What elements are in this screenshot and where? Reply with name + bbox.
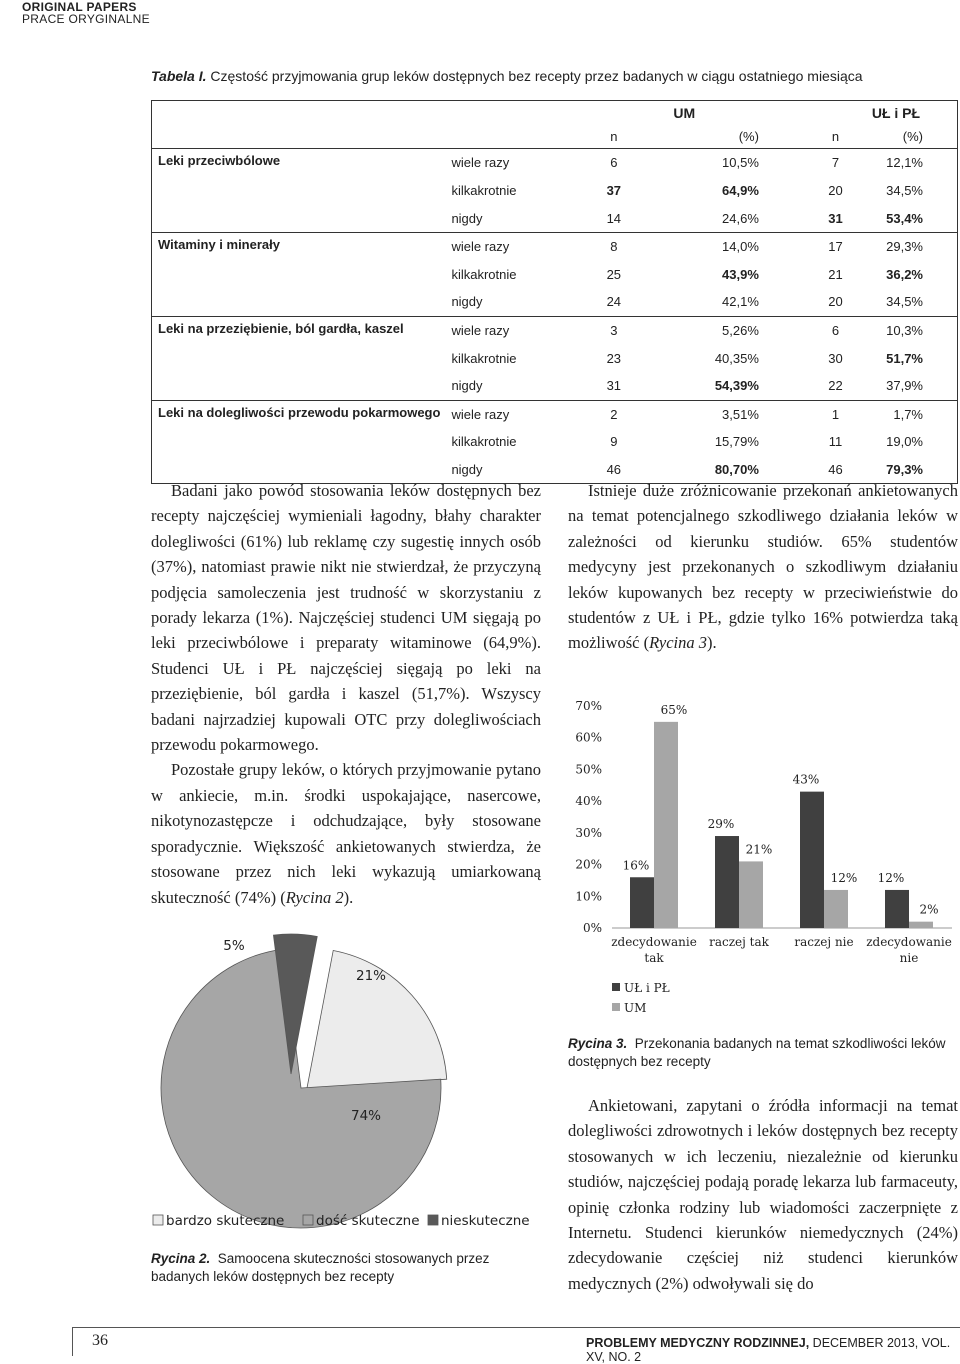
count-cell-ul: 31	[828, 210, 843, 226]
y-tick-label: 60%	[575, 730, 602, 745]
count-cell-um: 2	[564, 400, 664, 428]
table-caption	[151, 68, 863, 84]
group-name	[152, 204, 441, 232]
percent-cell-um: 14,0%	[664, 232, 785, 260]
header-um: UM	[673, 104, 696, 121]
frequency-cell: kilkakrotnie	[451, 434, 517, 450]
table-row	[152, 149, 958, 177]
percent-cell-um: 80,70%	[714, 462, 759, 478]
pie-chart	[151, 925, 551, 1250]
percent-cell-ul: 34,5%	[886, 183, 923, 199]
pie-slice-label: 5%	[223, 938, 245, 954]
bar-value-label: 12%	[877, 870, 905, 885]
frequency-cell: nigdy	[451, 378, 483, 394]
text-column-right	[568, 478, 958, 656]
percent-cell-um: 3,51%	[664, 400, 785, 428]
table-row	[152, 316, 958, 344]
bar	[715, 836, 739, 928]
percent-cell-ul: 10,3%	[886, 316, 957, 344]
count-cell-ul: 46	[828, 462, 843, 478]
frequency-cell: kilkakrotnie	[451, 266, 517, 282]
bar-value-label: 2%	[919, 902, 939, 917]
count-cell-ul: 30	[828, 350, 843, 366]
table-row	[152, 177, 958, 205]
group-name	[152, 428, 441, 456]
bar-value-label: 65%	[660, 702, 688, 717]
y-tick-label: 50%	[575, 762, 602, 777]
percent-cell-um: 40,35%	[714, 350, 759, 366]
frequency-cell: wiele razy	[440, 149, 563, 177]
percent-cell-ul: 1,7%	[886, 400, 957, 428]
y-tick-label: 70%	[575, 699, 602, 713]
table-row	[152, 204, 958, 232]
legend-label: bardzo skuteczne	[166, 1213, 285, 1229]
percent-cell-um: 5,26%	[664, 316, 785, 344]
legend-swatch	[428, 1215, 438, 1225]
header-ul-pl: UŁ i PŁ	[871, 104, 921, 121]
count-cell-ul: 17	[785, 232, 886, 260]
footer-divider	[72, 1327, 960, 1328]
frequency-cell: wiele razy	[440, 400, 563, 428]
percent-cell-um: 43,9%	[722, 266, 759, 282]
percent-cell-um: 42,1%	[722, 294, 759, 310]
bar-value-label: 21%	[745, 842, 773, 857]
percent-cell-ul: 36,2%	[886, 266, 923, 282]
text-column-left	[151, 478, 541, 910]
percent-cell-um: 54,39%	[714, 378, 759, 394]
figure-2-label: Rycina 2.	[151, 1251, 211, 1266]
y-tick-label: 0%	[582, 921, 602, 935]
y-tick-label: 20%	[575, 857, 602, 872]
count-cell-ul: 20	[828, 294, 843, 310]
bar-value-label: 12%	[830, 870, 858, 885]
percent-cell-um: 10,5%	[664, 149, 785, 177]
frequency-cell: nigdy	[451, 294, 483, 310]
count-cell-ul: 20	[828, 183, 843, 199]
group-name: Leki na przeziębienie, ból gardła, kaszel	[152, 316, 441, 344]
bar-value-label: 16%	[622, 858, 650, 873]
count-cell-ul: 11	[828, 434, 843, 450]
x-category-label: tak	[644, 951, 664, 965]
paragraph: Ankietowani, zapytani o źródła informacji na temat dolegliwości zdrowotnych i leków dostępnych bez recepty stosowanych w ich leczeniu, niezależnie od kierunku studiów, najczęściej podają poradę lekarza lub farmaceuty, opinię członka rodziny lub wiadomości zaczerpnięte z Internetu. Studenci kierunków niemedycznych (24%) zdecydowanie częściej niż studenci kierunków medycznych (2%) odwoływali się do	[568, 1096, 958, 1293]
x-category-label: nie	[899, 951, 919, 965]
x-category-label: raczej tak	[709, 935, 769, 949]
journal-footer: PROBLEMY MEDYCZNY RODZINNEJ, DECEMBER 2013, VOL. XV, NO. 2	[586, 1336, 951, 1364]
frequency-cell: wiele razy	[440, 232, 563, 260]
paragraph: Badani jako powód stosowania leków dostępnych bez recepty najczęściej wymieniali łagodny, błahy charakter dolegliwości (61%) lub reklamę czy sugestię innych osób (37%), natomiast prawie nikt nie stwierdzał, że przyczyną podjęcia samoleczenia jest trudność w skorzystaniu z porady lekarza (1%). Najczęściej studenci UM sięgają po leki przeciwbólowe i preparaty witaminowe (64,9%). Studenci UŁ i PŁ najczęściej sięgają po leki na przeziębienie, ból gardła i kaszel (51,7%). Wszyscy badani najrzadziej kupowali OTC przy dolegliwościach przewodu pokarmowego.	[151, 481, 541, 755]
figure-ref: Rycina 3	[649, 633, 707, 653]
table-row	[152, 261, 958, 289]
percent-cell-ul: 79,3%	[886, 462, 923, 478]
header-pct: (%)	[738, 128, 759, 144]
group-name: Leki przeciwbólowe	[152, 149, 441, 177]
count-cell-um: 46	[606, 462, 622, 478]
frequency-cell: nigdy	[451, 210, 483, 226]
bar	[654, 722, 678, 928]
percent-cell-ul: 51,7%	[886, 350, 923, 366]
bar	[885, 890, 909, 928]
percent-cell-um: 15,79%	[714, 434, 759, 450]
count-cell-ul: 1	[785, 400, 886, 428]
section-header: ORIGINAL PAPERS	[22, 0, 137, 14]
y-tick-label: 40%	[575, 794, 602, 809]
bar	[800, 792, 824, 928]
frequency-cell: kilkakrotnie	[451, 183, 517, 199]
count-cell-ul: 7	[785, 149, 886, 177]
group-name	[152, 261, 441, 289]
count-cell-ul: 6	[785, 316, 886, 344]
paragraph: Istnieje duże zróżnicowanie przekonań ankietowanych na temat potencjalnego szkodliwego działania leków w zależności od kierunku studiów. 65% studentów medycyny jest przekonanych o szkodliwym działaniu leków kupowanych bez recepty w przeciwieństwie do studentów z UŁ i PŁ, gdzie tylko 16% potwierdza taką możliwość (Rycina 3).	[568, 481, 958, 653]
section-subheader: PRACE ORYGINALNE	[22, 12, 150, 26]
figure-2-caption: Rycina 2. Samoocena skuteczności stosowanych przez badanych leków dostępnych bez recepty	[151, 1251, 490, 1284]
legend-swatch	[153, 1215, 163, 1225]
percent-cell-ul: 19,0%	[886, 434, 923, 450]
count-cell-ul: 21	[828, 266, 843, 282]
bar-value-label: 29%	[707, 817, 735, 832]
legend-swatch	[612, 983, 620, 991]
footer-divider	[72, 1327, 73, 1356]
header-n: n	[831, 128, 840, 144]
x-category-label: zdecydowanie	[611, 935, 697, 949]
percent-cell-ul: 34,5%	[886, 294, 923, 310]
group-name: Leki na dolegliwości przewodu pokarmowego	[152, 400, 441, 428]
count-cell-um: 14	[606, 210, 622, 226]
count-cell-um: 23	[606, 350, 622, 366]
group-name: Witaminy i minerały	[152, 232, 441, 260]
bar	[739, 861, 763, 928]
count-cell-um: 8	[564, 232, 664, 260]
y-tick-label: 30%	[575, 825, 602, 840]
frequency-cell: nigdy	[451, 462, 483, 478]
legend-label: dość skuteczne	[316, 1213, 420, 1229]
frequency-cell: wiele razy	[440, 316, 563, 344]
bar-chart	[568, 690, 960, 1030]
table-row	[152, 288, 958, 316]
table-row	[152, 344, 958, 372]
bar	[909, 922, 933, 928]
group-name	[152, 344, 441, 372]
percent-cell-um: 24,6%	[722, 210, 759, 226]
table-row	[152, 232, 958, 260]
percent-cell-ul: 12,1%	[886, 149, 957, 177]
count-cell-um: 25	[606, 266, 622, 282]
legend-label: UM	[624, 1001, 647, 1015]
header-pct: (%)	[902, 128, 923, 144]
table-row	[152, 400, 958, 428]
table-caption-label: Tabela I.	[151, 68, 207, 84]
bar	[824, 890, 848, 928]
table-row	[152, 428, 958, 456]
table-caption-text: Częstość przyjmowania grup leków dostępnych bez recepty przez badanych w ciągu ostatniego miesiąca	[206, 68, 863, 84]
header-n: n	[610, 128, 618, 144]
percent-cell-ul: 37,9%	[886, 378, 923, 394]
paragraph: Pozostałe grupy leków, o których przyjmowanie pytano w ankiecie, m.in. środki uspokajające, nasercowe, nikotynozastępcze i odchudzające, były stosowane sporadycznie. Większość ankietowanych stwierdza, że stosowane przez nich leki wykazują umiarkowaną skuteczność (74%) (Rycina 2).	[151, 760, 541, 907]
table-row	[152, 372, 958, 400]
count-cell-um: 9	[610, 434, 618, 450]
figure-3-caption: Rycina 3. Przekonania badanych na temat szkodliwości leków dostępnych bez recepty	[568, 1036, 946, 1069]
figure-3-label: Rycina 3.	[568, 1036, 628, 1051]
frequency-cell: kilkakrotnie	[451, 350, 517, 366]
figure-ref: Rycina 2	[285, 887, 344, 907]
data-table	[151, 100, 958, 484]
count-cell-um: 37	[606, 183, 622, 199]
count-cell-um: 3	[564, 316, 664, 344]
pie-slice-label: 21%	[355, 968, 387, 984]
pie-slice-label: 74%	[350, 1108, 382, 1124]
x-category-label: zdecydowanie	[866, 935, 952, 949]
percent-cell-ul: 53,4%	[886, 210, 923, 226]
percent-cell-ul: 29,3%	[886, 232, 957, 260]
group-name	[152, 177, 441, 205]
count-cell-ul: 22	[828, 378, 843, 394]
count-cell-um: 31	[606, 378, 622, 394]
legend-label: UŁ i PŁ	[624, 981, 670, 995]
bar-value-label: 43%	[792, 772, 820, 787]
percent-cell-um: 64,9%	[722, 183, 759, 199]
y-tick-label: 10%	[575, 889, 602, 904]
page-number: 36	[92, 1332, 108, 1349]
legend-label: nieskuteczne	[441, 1213, 530, 1229]
group-name	[152, 288, 441, 316]
bar	[630, 877, 654, 928]
text-column-right-bottom	[568, 1093, 958, 1296]
count-cell-um: 6	[564, 149, 664, 177]
group-name	[152, 372, 441, 400]
count-cell-um: 24	[606, 294, 622, 310]
legend-swatch	[612, 1003, 620, 1011]
x-category-label: raczej nie	[794, 935, 854, 949]
legend-swatch	[303, 1215, 313, 1225]
